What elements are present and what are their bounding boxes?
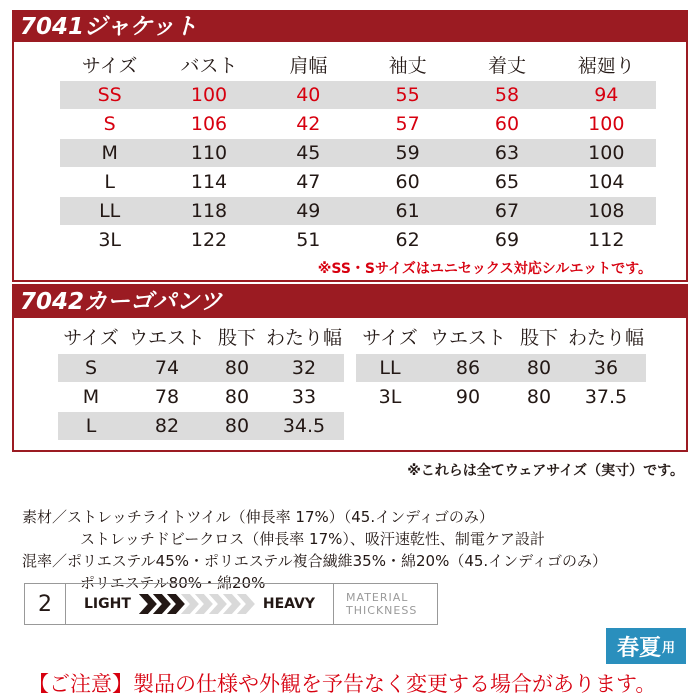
table-row	[60, 110, 656, 138]
header-cell: 裾廻り	[577, 55, 635, 77]
cell: 61	[395, 200, 420, 222]
season-badge	[606, 628, 686, 664]
cell: S	[84, 357, 98, 379]
pants-header-left	[58, 324, 344, 352]
jacket-title: 7041ジャケット	[14, 12, 686, 42]
cell: 58	[494, 84, 520, 106]
cell: 80	[224, 415, 250, 437]
cell: 47	[296, 171, 321, 193]
cell: 80	[526, 357, 552, 379]
cell: 74	[154, 357, 180, 379]
cell: 100	[588, 142, 625, 164]
table-row	[60, 197, 656, 225]
pants-header-right	[356, 324, 646, 352]
caution-text: 【ご注意】製品の仕様や外観を予告なく変更する場合があります。	[28, 672, 657, 696]
cell: 3L	[98, 229, 121, 251]
pants-title: 7042カーゴパンツ	[14, 286, 686, 318]
light-label: LIGHT	[84, 596, 131, 612]
thickness-level: 2	[25, 584, 66, 624]
unisex-note: ※SS・Sサイズはユニセックス対応シルエットです。	[317, 261, 652, 277]
cell: 108	[588, 200, 625, 222]
cell: 100	[190, 84, 228, 106]
cell: 55	[395, 84, 420, 106]
cell: 60	[395, 171, 420, 193]
cell: 112	[588, 229, 625, 251]
cell: 90	[455, 386, 481, 408]
header-cell: ウエスト	[429, 327, 506, 349]
thickness-indicator	[24, 583, 438, 625]
table-row	[356, 383, 646, 411]
cell: 110	[190, 142, 228, 164]
table-row	[60, 139, 656, 167]
cell: M	[101, 142, 118, 164]
header-cell: 肩幅	[289, 55, 328, 77]
header-cell: サイズ	[362, 327, 418, 349]
cell: 118	[190, 200, 228, 222]
label-line: MATERIAL	[346, 591, 409, 604]
header-cell: ウエスト	[128, 327, 205, 349]
table-row	[58, 383, 344, 411]
cell: 45	[296, 142, 321, 164]
cell: 57	[395, 113, 420, 135]
table-row	[60, 226, 656, 254]
season-main: 春夏	[616, 635, 661, 661]
cell: 62	[395, 229, 420, 251]
cell: 33	[291, 386, 317, 408]
chevron-filled-icon	[139, 594, 157, 614]
divider	[333, 584, 334, 624]
cell: 32	[291, 357, 317, 379]
cell: 37.5	[584, 386, 628, 408]
jacket-size-table	[12, 10, 688, 282]
cell: 42	[296, 113, 321, 135]
cell: 59	[395, 142, 420, 164]
season-suffix: 用	[662, 640, 676, 656]
cell: 122	[190, 229, 228, 251]
cell: 63	[494, 142, 520, 164]
header-cell: 股下	[519, 327, 558, 349]
cell: 114	[190, 171, 228, 193]
material-info	[22, 506, 607, 594]
table-row	[60, 81, 656, 109]
cell: S	[103, 113, 116, 135]
cell: 80	[526, 386, 552, 408]
cell: 49	[296, 200, 321, 222]
cell: LL	[99, 200, 121, 222]
material-line: ポリエステル80%・綿20%	[80, 574, 266, 592]
cell: 106	[190, 113, 228, 135]
header-cell: 股下	[217, 327, 256, 349]
cell: 69	[494, 229, 520, 251]
table-row	[58, 412, 344, 440]
cell: 40	[296, 84, 321, 106]
material-thickness-label	[346, 591, 417, 617]
cell: 94	[594, 84, 619, 106]
cell: 80	[224, 357, 250, 379]
cell: SS	[97, 84, 122, 106]
label-line: THICKNESS	[346, 604, 418, 617]
cell: L	[104, 171, 115, 193]
jacket-header-row	[60, 52, 656, 80]
header-cell: 袖丈	[388, 55, 427, 77]
cell: 67	[494, 200, 520, 222]
cell: 36	[593, 357, 619, 379]
cell: 86	[455, 357, 481, 379]
cell: 80	[224, 386, 250, 408]
cell: 65	[494, 171, 520, 193]
cell: 34.5	[282, 415, 326, 437]
pants-size-table	[12, 284, 688, 452]
material-line: ストレッチドビークロス（伸長率 17%）、吸汗速乾性、制電ケア設計	[80, 530, 545, 548]
header-cell: わたり幅	[567, 327, 644, 349]
table-row	[356, 354, 646, 382]
table-row	[60, 168, 656, 196]
cell: 104	[588, 171, 625, 193]
actual-size-note: ※これらは全てウェアサイズ（実寸）です。	[407, 463, 684, 479]
cell: 78	[154, 386, 180, 408]
cell: LL	[379, 357, 401, 379]
header-cell: バスト	[180, 55, 238, 77]
material-line: 素材／ストレッチライトツイル（伸長率 17%）（45.インディゴのみ）	[22, 508, 494, 526]
table-row	[58, 354, 344, 382]
header-cell: サイズ	[63, 327, 119, 349]
cell: 100	[588, 113, 625, 135]
cell: 60	[494, 113, 520, 135]
cell: 3L	[378, 386, 402, 408]
cell: L	[85, 415, 97, 437]
cell: M	[82, 386, 100, 408]
heavy-label: HEAVY	[262, 596, 316, 612]
material-line: 混率／ポリエステル45%・ポリエステル複合繊維35%・綿20%（45.インディゴのみ）	[22, 552, 607, 570]
header-cell: 着丈	[487, 55, 526, 77]
cell: 82	[154, 415, 180, 437]
cell: 51	[296, 229, 321, 251]
header-cell: サイズ	[81, 55, 138, 77]
header-cell: わたり幅	[265, 327, 342, 349]
thickness-chevrons	[137, 594, 255, 614]
